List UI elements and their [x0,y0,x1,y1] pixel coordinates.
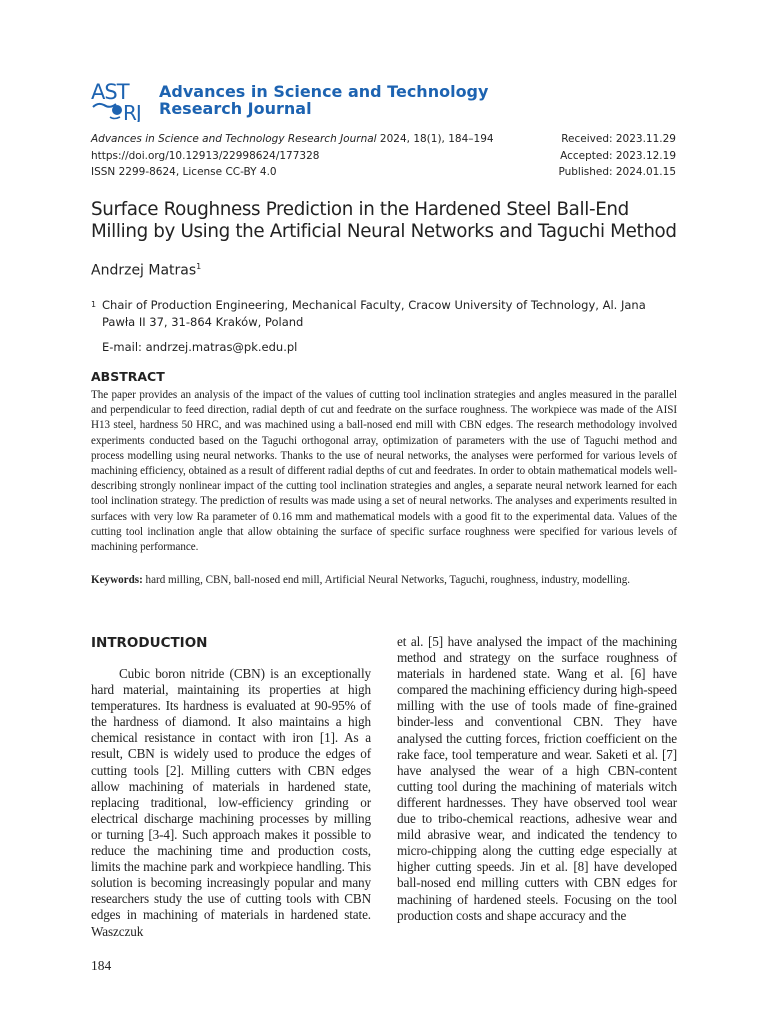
author-email[interactable]: E-mail: andrzej.matras@pk.edu.pl [102,340,298,354]
keywords [91,573,677,588]
published-date: Published: 2024.01.15 [558,166,676,178]
author [91,262,201,279]
received-date: Received: 2023.11.29 [561,133,676,145]
doi-link[interactable]: https://doi.org/10.12913/22998624/177328 [91,149,320,162]
issn-line: ISSN 2299-8624, License CC-BY 4.0 [91,166,277,178]
journal-name [159,83,488,117]
affiliation-text: Chair of Production Engineering, Mechanical Faculty, Cracow University of Technology, Al. Jana Pawła II 37, 31-864 Kraków, Poland [102,298,646,329]
citation-block [91,131,494,181]
abstract-heading: ABSTRACT [91,369,165,384]
citation-details: 2024, 18(1), 184–194 [376,133,494,145]
intro-column-right: et al. [5] have analysed the impact of the machining method and strategy on the surface roughness of materials in hardened state. Wang et al. [6] have compared the machining efficiency during high-speed milling with the use of tools made of fine-grained binder-less and conventional CBN. They have analysed the cutting forces, friction coefficient on the rake face, tool temperature and wear. Saketi et al. [7] have analysed the wear of a high CBN-content cutting tool during the machining of materials witch different hardnesses. They have observed tool wear due to tribo-chemical reactions, adhesive wear and mild abrasive wear, and indicated the tendency to micro-chipping along the cutting edge especially at higher cutting speeds. Jin et al. [8] have developed ball-nosed end milling cutters with CBN edges for machining of hardened steels. Focusing on the tool production costs and shape accuracy and the [397,634,677,923]
affiliation-number: 1 [91,300,97,309]
accepted-date: Accepted: 2023.12.19 [560,149,676,162]
keywords-label: Keywords: [91,574,143,586]
page-number: 184 [91,958,112,973]
citation-journal: Advances in Science and Technology Research Journal [91,133,377,145]
journal-logo [90,80,146,122]
journal-name-line2: Research Journal [159,99,312,118]
article-title: Surface Roughness Prediction in the Hardened Steel Ball-End Milling by Using the Artificial Neural Networks and Taguchi Method [91,199,677,242]
publication-dates [558,131,676,181]
abstract-text: The paper provides an analysis of the impact of the values of cutting tool inclination strategies and angles measured in the parallel and perpendicular to feed direction, radial depth of cut and feedrate on the surface roughness. The workpiece was made of the AISI H13 steel, hardness 50 HRC, and was machined using a ball-nosed end mill with CBN edges. The research methodology involved experiments conducted based on the Taguchi orthogonal array, optimization of parameters with the use of Taguchi method and process modelling using neural networks. Thanks to the use of neural networks, the analyses were performed for various levels of machining efficiency, obtained as a result of different radial depths of cut and feedrates. In order to obtain mathematical models well-describing strongly nonlinear impact of the cutting tool inclination strategies and angles, a separate neural network learned for each tool inclination strategy. The prediction of results was made using a set of neural networks. The analyses and experiments resulted in surfaces with very low Ra parameter of 0.16 mm and mathematical models with a good fit to the experimental data. Values of the cutting tool inclination angle that allow obtaining the surface of specific surface roughness were specified for various levels of machining performance. [91,389,677,554]
author-name: Andrzej Matras [91,262,197,279]
author-affiliation-mark: 1 [196,262,202,271]
affiliation [91,297,681,356]
journal-name-line1: Advances in Science and Technology [159,82,489,101]
introduction-heading: INTRODUCTION [91,635,208,651]
intro-column-left: Cubic boron nitride (CBN) is an exceptionally hard material, maintaining its properties at high temperatures. Its hardness is evaluated at 90-95% of the hardness of diamond. It also maintains a high chemical resistance in contact with iron [1]. As a result, CBN is widely used to produce the edges of cutting tools [2]. Milling cutters with CBN edges allow machining of materials in hardened state, replacing traditional, low-efficiency grinding or electrical discharge machining processes by milling or turning [3-4]. Such approach makes it possible to reduce the machining time and production costs, limits the machine park and workpiece handling. This solution is becoming increasingly popular and many researchers study the use of cutting tools with CBN edges in machining of materials in hardened state. Waszczuk [91,666,371,939]
svg-text:RJ: RJ [123,101,141,122]
citation-line [91,131,494,148]
svg-text:AST: AST [91,80,129,104]
keywords-text: hard milling, CBN, ball-nosed end mill, Artificial Neural Networks, Taguchi, roughness, industry, modelling. [142,574,631,586]
